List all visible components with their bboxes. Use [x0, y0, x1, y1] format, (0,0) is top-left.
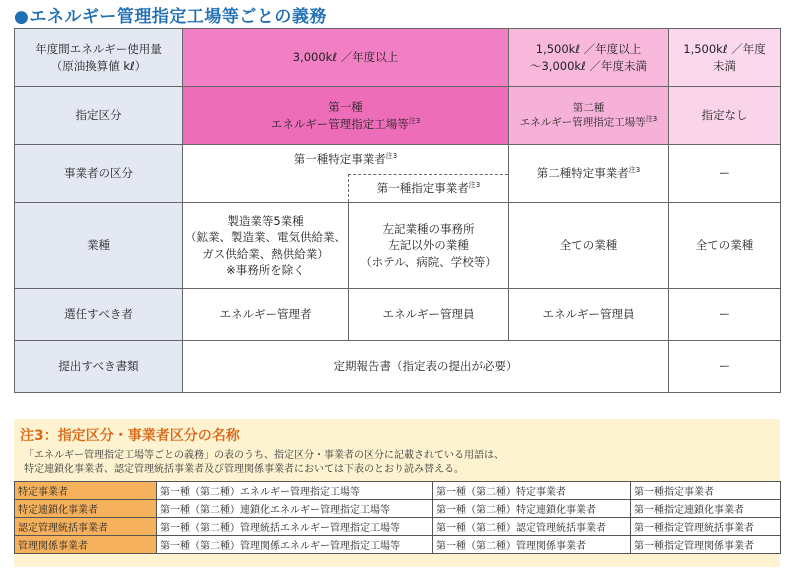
note3-title: 注3：指定区分・事業者区分の名称 [20, 428, 240, 444]
table-row: 認定管理統括事業者 第一種（第二種）管理統括エネルギー管理指定工場等 第一種（第二種）認定管理統括事業者 第一種指定管理統括事業者 [15, 518, 781, 536]
usage-col1: 3,000kℓ ／年度以上 [183, 29, 509, 87]
operator-col1b: 第一種指定事業者$^{注3}$ [349, 175, 509, 203]
operator-blank [183, 175, 349, 203]
table-row: 特定連鎖化事業者 第一種（第二種）連鎖化エネルギー管理指定工場等 第一種（第二種）特定連鎖化事業者 第一種指定連鎖化事業者 [15, 500, 781, 518]
row-header-industry: 業種 [15, 203, 183, 289]
note3-panel [14, 419, 780, 567]
manager-col3: ー [669, 289, 781, 341]
report-merged: 定期報告書（指定表の提出が必要） [183, 341, 669, 393]
note3-table [14, 481, 781, 554]
row-header-manager: 選任すべき者 [15, 289, 183, 341]
industry-col2: 全ての業種 [509, 203, 669, 289]
row-header-designation: 指定区分 [15, 87, 183, 145]
row-header-report: 提出すべき書類 [15, 341, 183, 393]
row-header-operator: 事業者の区分 [15, 145, 183, 203]
report-col3: ー [669, 341, 781, 393]
industry-col3: 全ての業種 [669, 203, 781, 289]
operator-col2: 第二種特定事業者$^{注3}$ [509, 145, 669, 203]
manager-col1a: エネルギー管理者 [183, 289, 349, 341]
row-header-usage: 年度間エネルギー使用量 （原油換算値 kℓ） [15, 29, 183, 87]
operator-col1a: 第一種特定事業者$^{注3}$ [183, 145, 509, 175]
manager-col2: エネルギー管理員 [509, 289, 669, 341]
usage-col3: 1,500kℓ ／年度 未満 [669, 29, 781, 87]
page-title: ●エネルギー管理指定工場等ごとの義務 [14, 7, 327, 27]
table-row: 管理関係事業者 第一種（第二種）管理関係エネルギー管理指定工場等 第一種（第二種）管理関係事業者 第一種指定管理関係事業者 [15, 536, 781, 554]
industry-col1b: 左記業種の事務所 左記以外の業種 （ホテル、病院、学校等） [349, 203, 509, 289]
designation-col2: 第二種 エネルギー管理指定工場等$^{注3}$ [509, 87, 669, 145]
note3-text: 「エネルギー管理指定工場等ごとの義務」の表のうち、指定区分・事業者の区分に記載されている用語は、 特定連鎖化事業者、認定管理統括事業者及び管理関係事業者においては下表のとおり読み替える。 [24, 450, 504, 475]
operator-col3: ー [669, 145, 781, 203]
usage-col2: 1,500kℓ ／年度以上 ～3,000kℓ ／年度未満 [509, 29, 669, 87]
manager-col1b: エネルギー管理員 [349, 289, 509, 341]
obligations-table [14, 28, 781, 393]
table-row: 特定事業者 第一種（第二種）エネルギー管理指定工場等 第一種（第二種）特定事業者 第一種指定事業者 [15, 482, 781, 500]
industry-col1a: 製造業等5業種 （鉱業、製造業、電気供給業、 ガス供給業、熱供給業） ※事務所を除く [183, 203, 349, 289]
designation-col1: 第一種 エネルギー管理指定工場等$^{注3}$ [183, 87, 509, 145]
designation-col3: 指定なし [669, 87, 781, 145]
